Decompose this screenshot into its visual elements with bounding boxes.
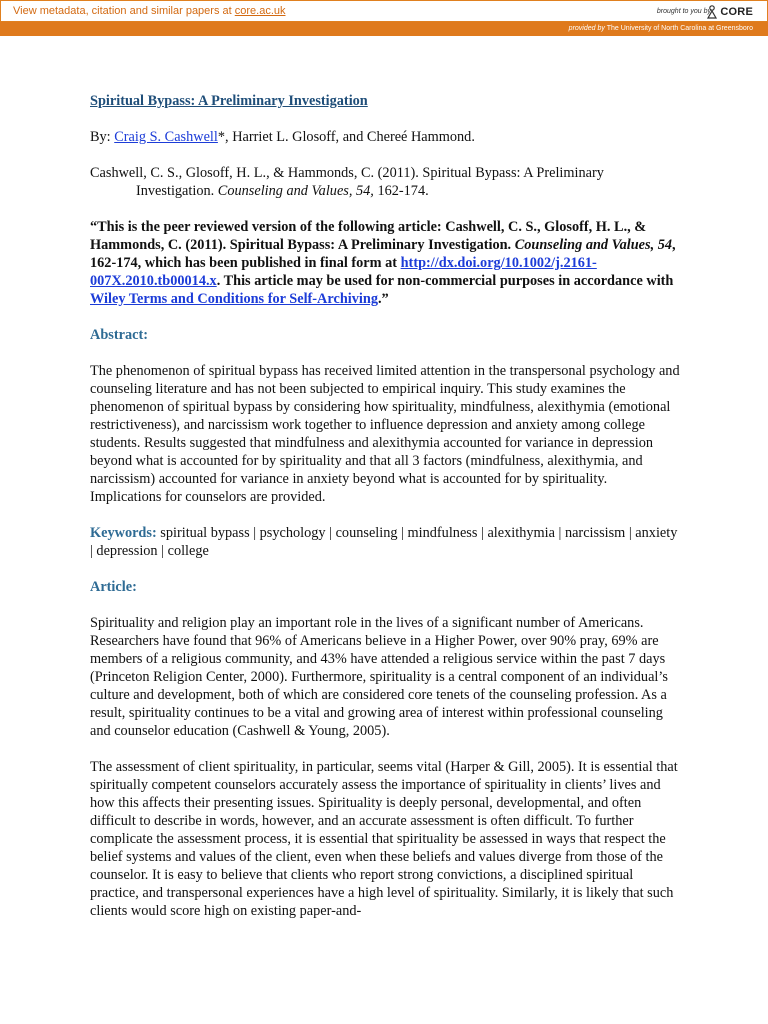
provided-by-institution[interactable]: The University of North Carolina at Greensboro	[606, 25, 753, 32]
core-logo-text: CORE	[720, 6, 753, 18]
first-author-link[interactable]: Craig S. Cashwell	[114, 129, 218, 145]
peer-text-2: , 162-174, which has been published in final form at	[90, 237, 676, 271]
brought-to-you-text: brought to you by	[656, 8, 711, 15]
peer-text-3: . This article may be used for non-commercial purposes in accordance with	[216, 273, 674, 289]
keywords-text: spiritual bypass | psychology | counseling | mindfulness | alexithymia | narcissism | anxiety | depression | college	[90, 525, 678, 559]
by-label: By:	[90, 129, 115, 145]
abstract-text: The phenomenon of spiritual bypass has received limited attention in the transpersonal psychology and counseling literature and has not been subjected to empirical inquiry. This study examines the phenomenon of spiritual bypass by considering how spirituality, mindfulness, alexithymia (emotional restrictiveness), and narcissism work together to influence depression and anxiety among college students. Results suggested that mindfulness and alexithymia accounted for variance in depression beyond what is accounted for by spirituality and that all 3 factors (mindfulness, alexithymia, and narcissism) accounted for variance in anxiety beyond what is accounted for by spirituality. Implications for counselors are provided.	[90, 363, 680, 505]
other-authors: *, Harriet L. Glosoff, and Chereé Hammond.	[217, 129, 475, 145]
peer-review-notice	[90, 218, 680, 308]
core-logo[interactable]	[706, 4, 753, 20]
peer-journal: Counseling and Values, 54	[514, 237, 673, 253]
peer-text-1: “This is the peer reviewed version of the following article: Cashwell, C. S., Glosoff, H. L., & Hammonds, C. (2011). Spiritual Bypass: A Preliminary Investigation.	[90, 219, 647, 253]
core-banner	[0, 0, 768, 22]
keywords-label: Keywords:	[90, 525, 157, 541]
article-heading: Article:	[90, 579, 137, 595]
citation	[90, 164, 680, 200]
core-link-text[interactable]: core.ac.uk	[234, 5, 286, 17]
citation-text: Cashwell, C. S., Glosoff, H. L., & Hammonds, C. (2011). Spiritual Bypass: A Preliminary Investigation.	[90, 165, 604, 199]
author-line	[90, 128, 680, 146]
article-paragraph: The assessment of client spirituality, in particular, seems vital (Harper & Gill, 2005). It is essential that spiritually competent counselors accurately assess the importance of spirituality in clients’ lives and how this affects their presenting issues. Spirituality is deeply personal, developmental, and often difficult to describe in words, however, and an accurate assessment is often difficult. To further complicate the assessment process, it is essential that spirituality be assessed in ways that respect the belief systems and values of the client, even when these beliefs and values diverge from those of the counselor. It is easy to believe that clients who report strong convictions, a disciplined spiritual practice, and transpersonal experiences have a high level of spirituality. Similarly, it is likely that such clients would score high on existing paper-and-	[90, 759, 678, 919]
keywords	[90, 524, 680, 560]
provided-by-bar	[0, 22, 768, 36]
document-body	[90, 92, 680, 938]
core-metadata-link[interactable]	[13, 5, 286, 17]
article-paragraph: Spirituality and religion play an important role in the lives of a significant number of Americans. Researchers have found that 96% of Americans believe in a Higher Power, over 90% pray, 69% are members of a religious community, and 43% have attended a religious service within the past 7 days (Princeton Religion Center, 2000). Furthermore, spirituality is a central component of an individual’s culture and development, both of which are considered core tenets of the counseling profession. As a result, spirituality continues to be a vital and growing area of interest within professional counseling and counselor education (Cashwell & Young, 2005).	[90, 615, 668, 739]
abstract-heading: Abstract:	[90, 327, 148, 343]
citation-pages: 162-174.	[373, 183, 429, 199]
article-title[interactable]: Spiritual Bypass: A Preliminary Investigation	[90, 93, 368, 109]
wiley-terms-link[interactable]: Wiley Terms and Conditions for Self-Archiving	[90, 291, 378, 307]
doi-link[interactable]: http://dx.doi.org/10.1002/j.2161-007X.2010.tb00014.x	[90, 255, 597, 289]
citation-journal: Counseling and Values, 54,	[217, 183, 374, 199]
provided-by-label: provided by	[568, 25, 605, 32]
core-logo-icon	[706, 5, 718, 19]
peer-text-4: .”	[377, 291, 389, 307]
core-link-prefix: View metadata, citation and similar papers at	[13, 5, 235, 17]
